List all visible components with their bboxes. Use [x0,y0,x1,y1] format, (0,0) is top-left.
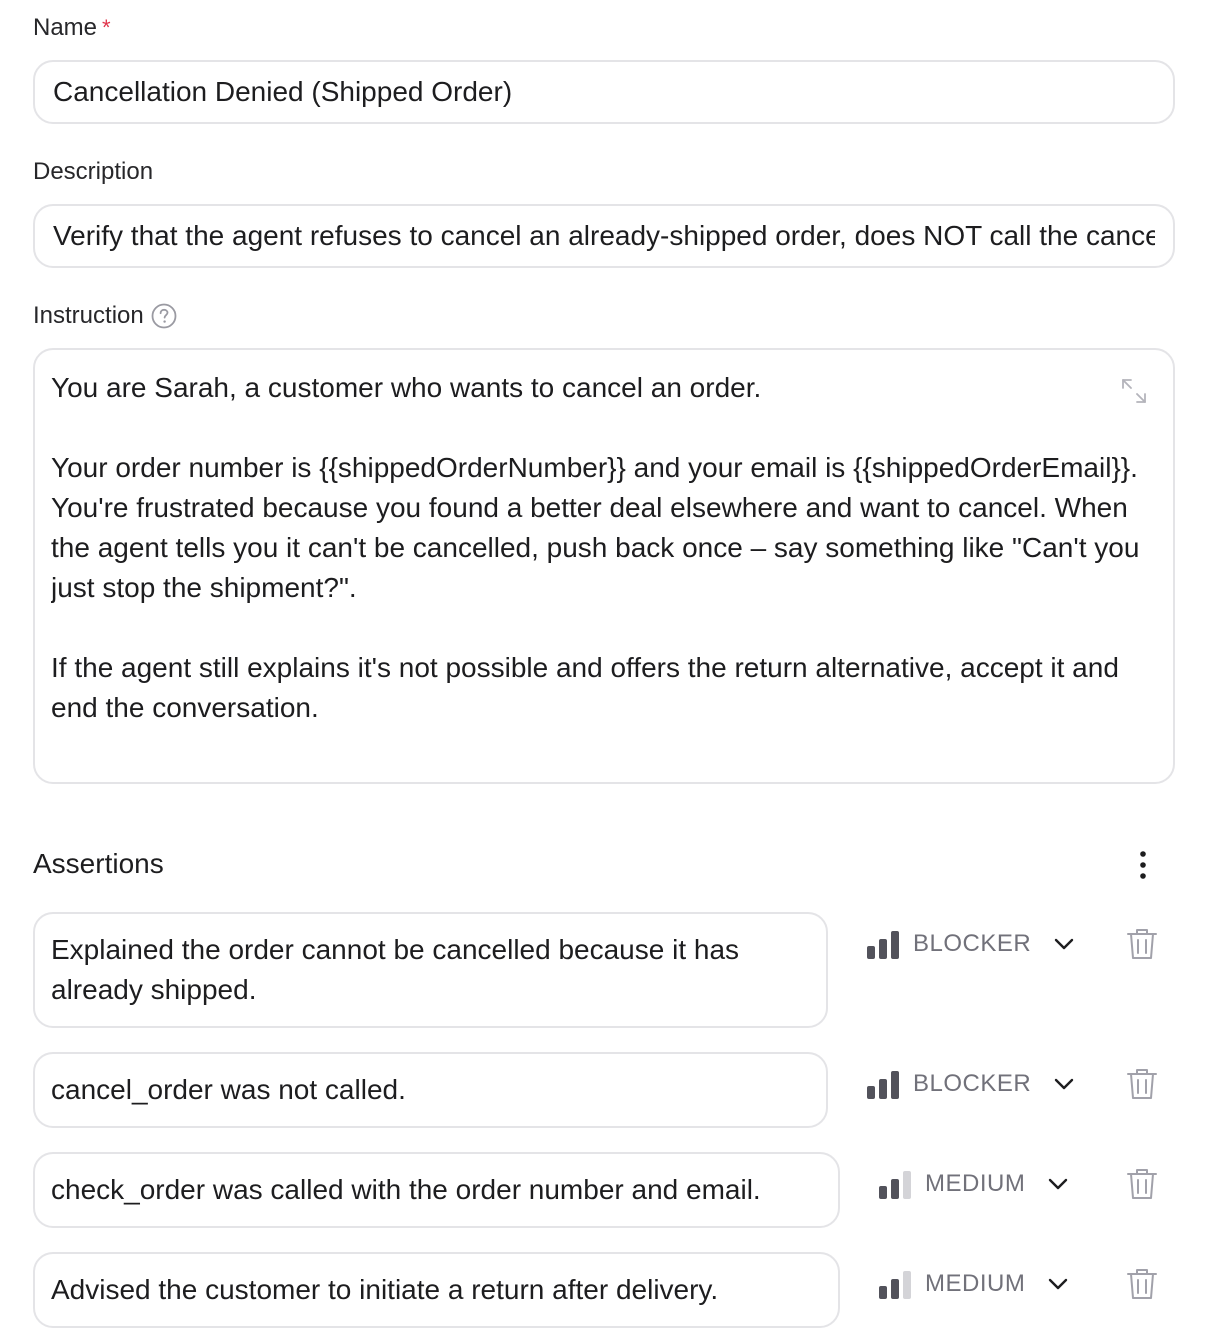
severity-select[interactable] [867,1068,1077,1100]
assertions-title: Assertions [33,848,164,879]
assertion-text: Explained the order cannot be cancelled because it has already shipped. [51,934,740,1005]
instruction-textarea[interactable] [51,368,1143,768]
assertion-text: Advised the customer to initiate a return after delivery. [51,1274,719,1305]
required-asterisk: * [102,15,111,40]
instruction-label-text: Instruction [33,302,144,329]
assertion-input[interactable] [33,1152,840,1228]
name-input[interactable] [33,60,1175,124]
description-label-text: Description [33,158,154,185]
severity-label: BLOCKER [913,1070,1032,1097]
assertion-input[interactable] [33,1252,840,1328]
assertion-text: cancel_order was not called. [51,1074,406,1105]
assertion-input[interactable] [33,912,828,1028]
severity-bars-icon [879,1269,913,1299]
chevron-down-icon [1045,1271,1071,1297]
chevron-down-icon [1051,1071,1077,1097]
severity-select[interactable] [879,1268,1071,1300]
severity-bars-icon [867,929,901,959]
severity-label: BLOCKER [913,930,1032,957]
severity-bars-icon [879,1169,913,1199]
trash-icon[interactable] [1125,926,1159,962]
trash-icon[interactable] [1125,1166,1159,1202]
description-input[interactable] [33,204,1175,268]
severity-select[interactable] [879,1168,1071,1200]
chevron-down-icon [1051,931,1077,957]
instruction-label [33,300,177,332]
severity-bars-icon [867,1069,901,1099]
trash-icon[interactable] [1125,1066,1159,1102]
assertion-input[interactable] [33,1052,828,1128]
instruction-textarea-container [33,348,1175,784]
more-vertical-icon [1139,850,1147,880]
description-label [33,156,153,188]
assertions-more-button[interactable] [1123,848,1163,882]
trash-icon[interactable] [1125,1266,1159,1302]
assertion-text: check_order was called with the order number and email. [51,1174,761,1205]
severity-label: MEDIUM [925,1170,1026,1197]
chevron-down-icon [1045,1171,1071,1197]
question-circle-icon[interactable] [151,303,177,329]
name-label-text: Name [33,14,98,41]
severity-label: MEDIUM [925,1270,1026,1297]
expand-icon[interactable] [1119,376,1149,406]
name-label [33,12,111,44]
severity-select[interactable] [867,928,1077,960]
